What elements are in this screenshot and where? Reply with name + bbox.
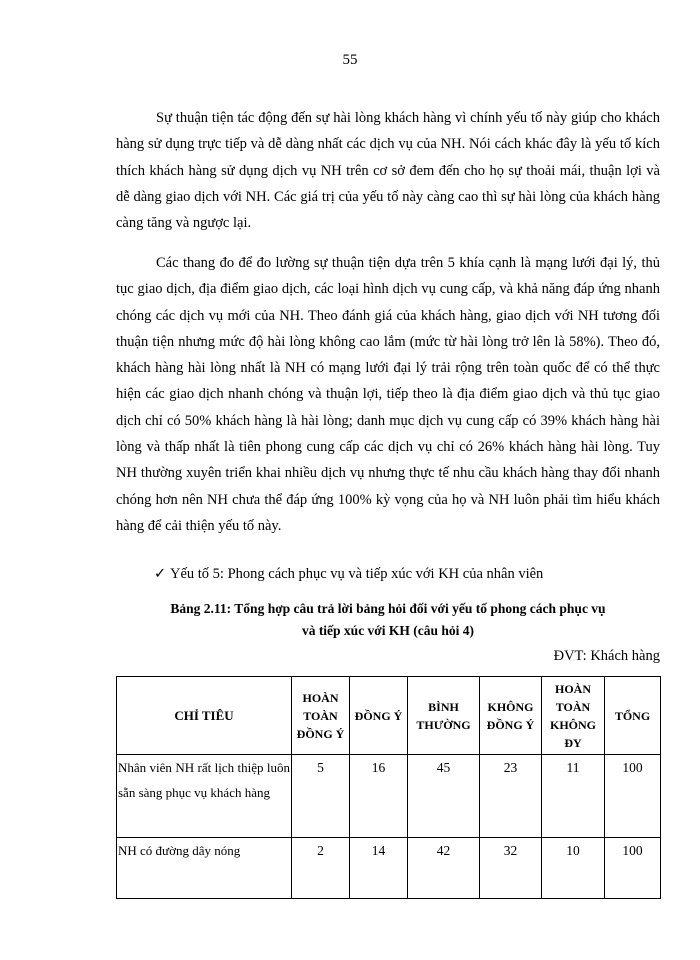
cell-strongly-agree: 2 xyxy=(292,838,350,899)
header-agree: ĐỒNG Ý xyxy=(350,677,408,755)
cell-neutral: 42 xyxy=(408,838,480,899)
checkmark-icon: ✓ xyxy=(154,566,167,582)
header-neutral: BÌNH THƯỜNG xyxy=(408,677,480,755)
cell-agree: 14 xyxy=(350,838,408,899)
header-strongly-disagree: HOÀN TOÀN KHÔNG ĐY xyxy=(542,677,605,755)
cell-agree: 16 xyxy=(350,755,408,838)
factor-bullet-text: Yếu tố 5: Phong cách phục vụ và tiếp xúc với KH của nhân viên xyxy=(170,566,544,582)
paragraph-convenience-measures: Các thang đo để đo lường sự thuận tiện dựa trên 5 khía cạnh là mạng lưới đại lý, thủ tục giao dịch, địa điểm giao dịch, các loại hình dịch vụ cung cấp, và khả năng đáp ứng nhanh chóng các dịch vụ mới của NH. Theo đánh giá của khách hàng, giao dịch với NH tương đối thuận tiện nhưng mức độ hài lòng không cao lắm (mức từ hài lòng trở lên là 58%). Theo đó, khách hàng hài lòng nhất là NH có mạng lưới đại lý trải rộng trên toàn quốc để có thể thực hiện các giao dịch nhanh chóng và thuận lợi, tiếp theo là địa điểm giao dịch và thủ tục giao dịch chỉ có 50% khách hàng là hài lòng; danh mục dịch vụ cung cấp có 39% khách hàng hài lòng và thấp nhất là tiên phong cung cấp các dịch vụ chỉ có 26% khách hàng hài lòng. Tuy NH thường xuyên triển khai nhiều dịch vụ nhưng thực tế nhu cầu khách hàng thay đổi nhanh chóng hơn nên NH chưa thể đáp ứng 100% kỳ vọng của họ và NH luôn phải tìm hiểu khách hàng để cải thiện yếu tố này. xyxy=(116,255,660,534)
header-criteria: CHỈ TIÊU xyxy=(117,677,292,755)
page-number: 55 xyxy=(342,52,358,68)
header-strongly-agree: HOÀN TOÀN ĐỒNG Ý xyxy=(292,677,350,755)
table-caption-line1: Bảng 2.11: Tổng hợp câu trả lời bảng hỏi đối với yếu tố phong cách phục vụ xyxy=(170,601,606,616)
header-total: TỔNG xyxy=(605,677,661,755)
cell-disagree: 32 xyxy=(480,838,542,899)
paragraph-convenience-intro: Sự thuận tiện tác động đến sự hài lòng khách hàng vì chính yếu tố này giúp cho khách hàng sử dụng trực tiếp và dễ dàng nhất các dịch vụ của NH. Nói cách khác đây là yếu tố kích thích khách hàng sử dụng dịch vụ NH trên cơ sở đem đến cho họ sự thoải mái, thuận lợi và dễ dàng giao dịch với NH. Các giá trị của yếu tố này càng cao thì sự hài lòng của khách hàng càng tăng và ngược lại. xyxy=(116,110,660,232)
cell-total: 100 xyxy=(605,755,661,838)
cell-neutral: 45 xyxy=(408,755,480,838)
cell-strongly-disagree: 11 xyxy=(542,755,605,838)
cell-strongly-agree: 5 xyxy=(292,755,350,838)
table-caption-line2: và tiếp xúc với KH (câu hỏi 4) xyxy=(301,623,475,638)
cell-strongly-disagree: 10 xyxy=(542,838,605,899)
factor-bullet xyxy=(154,562,543,586)
table-row xyxy=(117,755,661,838)
table-header-row xyxy=(117,677,661,755)
row-label: Nhân viên NH rất lịch thiệp luôn sẵn sàng phục vụ khách hàng xyxy=(117,755,292,838)
row-label: NH có đường dây nóng xyxy=(117,838,292,899)
header-disagree: KHÔNG ĐỒNG Ý xyxy=(480,677,542,755)
table-row xyxy=(117,838,661,899)
cell-total: 100 xyxy=(605,838,661,899)
cell-disagree: 23 xyxy=(480,755,542,838)
survey-table xyxy=(116,676,661,899)
unit-label: ĐVT: Khách hàng xyxy=(553,648,660,664)
